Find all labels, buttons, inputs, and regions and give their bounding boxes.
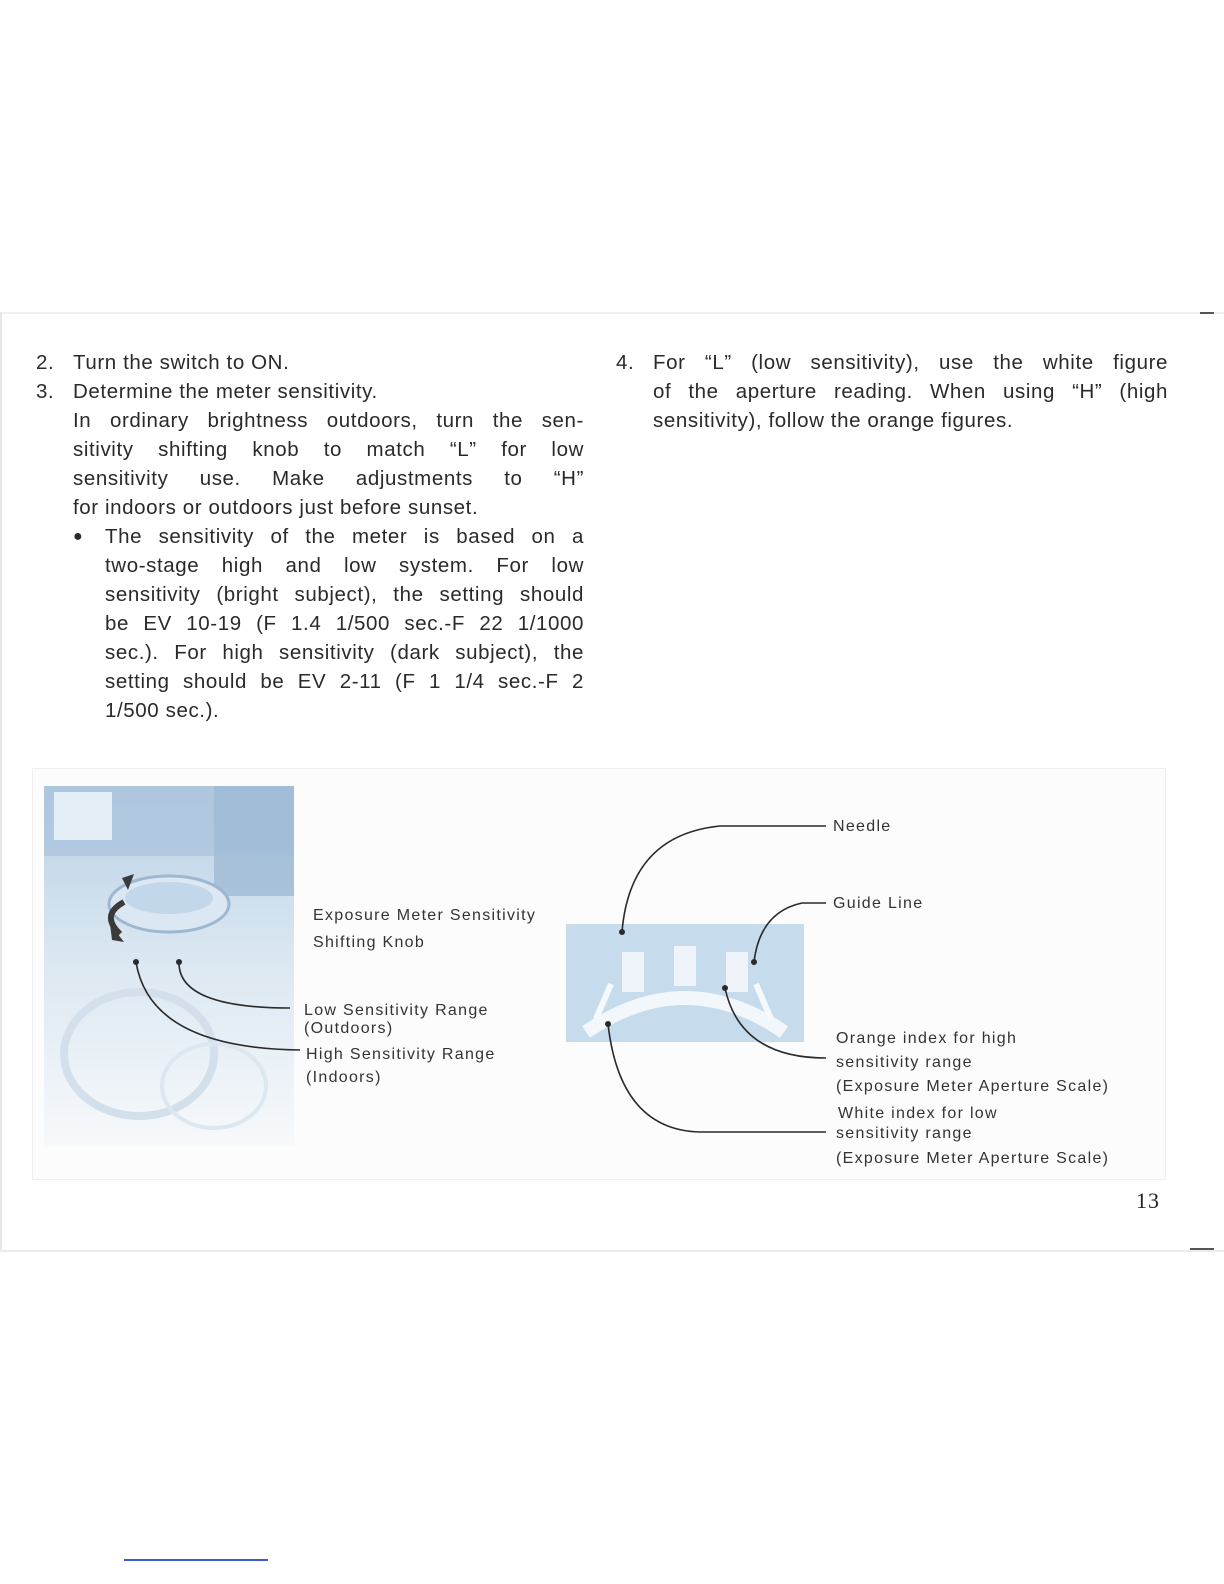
white-index-line3: (Exposure Meter Aperture Scale)	[836, 1150, 1110, 1167]
high-range-line2: (Indoors)	[306, 1069, 382, 1086]
step-3-number: 3.	[36, 380, 55, 403]
bullet-line: sec.). For high sensitivity (dark subject), the	[105, 641, 584, 664]
knob-label-line2: Shifting Knob	[313, 934, 426, 951]
step-3-text: Determine the meter sensitivity.	[73, 380, 378, 403]
needle-label: Needle	[833, 818, 892, 835]
rotate-arrow-icon	[110, 874, 134, 942]
bullet-line: be EV 10-19 (F 1.4 1/500 sec.-F 22 1/1000	[105, 612, 584, 635]
knob-label-line1: Exposure Meter Sensitivity	[313, 907, 537, 924]
high-range-line1: High Sensitivity Range	[306, 1046, 496, 1063]
white-index-line2: sensitivity range	[836, 1125, 973, 1142]
step-4-line: For “L” (low sensitivity), use the white figure	[653, 351, 1168, 374]
step-4-number: 4.	[616, 351, 635, 374]
low-range-line2: (Outdoors)	[304, 1020, 394, 1037]
para-line: sitivity shifting knob to match “L” for low	[73, 438, 584, 461]
bullet-line: two-stage high and low system. For low	[105, 554, 584, 577]
step-4-line: of the aperture reading. When using “H” (high	[653, 380, 1168, 403]
step-2-number: 2.	[36, 351, 55, 374]
para-line: for indoors or outdoors just before sunset.	[73, 496, 479, 519]
orange-index-line1: Orange index for high	[836, 1030, 1018, 1047]
bullet-dot: ●	[73, 528, 84, 545]
bottom-link-underline[interactable]	[124, 1559, 268, 1561]
page-number: 13	[1136, 1188, 1160, 1213]
step-4-line: sensitivity), follow the orange figures.	[653, 409, 1014, 432]
bullet-line: setting should be EV 2-11 (F 1 1/4 sec.-F 2	[105, 670, 584, 693]
white-index-line1: White index for low	[838, 1105, 998, 1122]
step-2-text: Turn the switch to ON.	[73, 351, 290, 374]
low-range-line1: Low Sensitivity Range	[304, 1002, 489, 1019]
bullet-line: 1/500 sec.).	[105, 699, 220, 722]
orange-index-line2: sensitivity range	[836, 1054, 973, 1071]
orange-index-line3: (Exposure Meter Aperture Scale)	[836, 1078, 1110, 1095]
para-line: In ordinary brightness outdoors, turn the sen-	[73, 409, 584, 432]
bullet-line: sensitivity (bright subject), the setting should	[105, 583, 584, 606]
bullet-line: The sensitivity of the meter is based on a	[105, 525, 584, 548]
para-line: sensitivity use. Make adjustments to “H”	[73, 467, 584, 490]
guide-line-label: Guide Line	[833, 895, 924, 912]
